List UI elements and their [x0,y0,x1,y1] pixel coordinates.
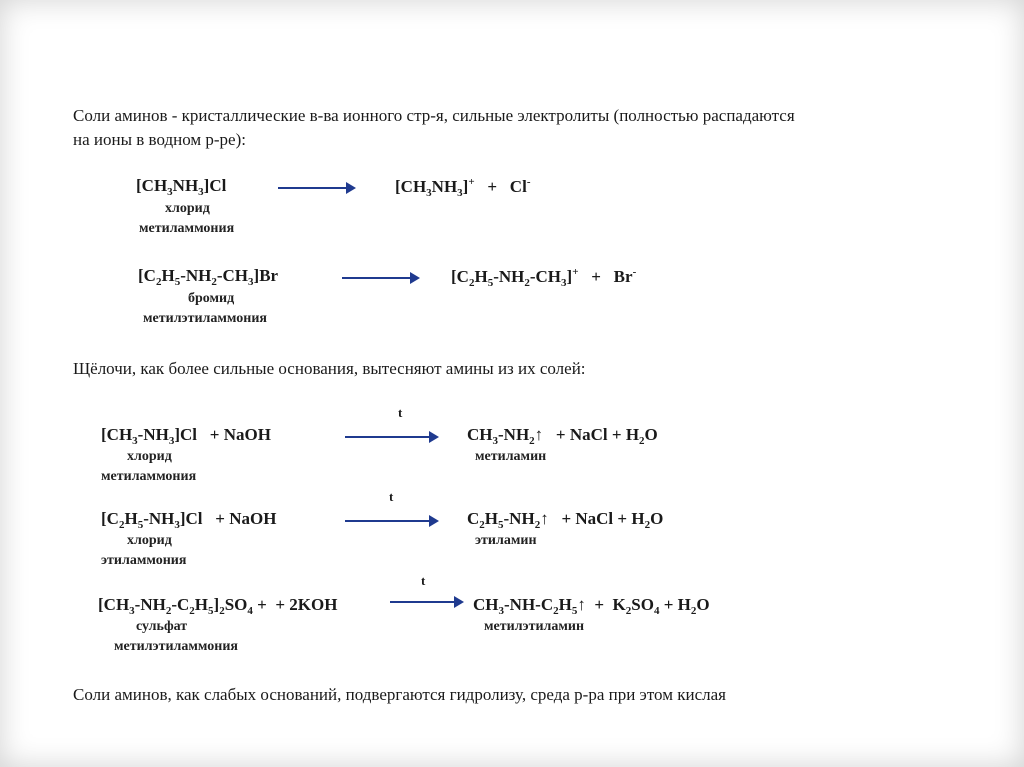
r4-product-name: этиламин [475,533,537,548]
r2-label-2: метилэтиламмония [143,311,267,326]
r5-arrow [390,596,464,608]
r4-reagent: + NaOH [215,509,277,528]
r2-reactant: $[C_2H_5-NH_2-CH_3]Br$ [138,266,279,288]
r4-heat: t [389,489,394,504]
r5-reactant: $[CH_3-NH_2-C_2H_5]_2SO_4$ + + 2KOH [98,595,338,617]
r4-byproducts: + NaCl + H [561,509,645,528]
r3-byproducts: + NaCl + H [555,425,640,444]
intro-line-1: Соли аминов - кристаллические в-ва ионного стр-я, сильные электролиты (полностью распадаются [73,106,795,125]
r4-label-1: хлорид [127,533,172,548]
r5-product-name: метилэтиламин [484,619,585,634]
r5-label-2: метилэтиламмония [114,639,238,654]
conclusion-text: Соли аминов, как слабых оснований, подвергаются гидролизу, среда р-ра при этом кислая [73,685,726,704]
r2-label-1: бромид [188,291,235,306]
r4-label-2: этиламмония [101,553,187,568]
intro-paragraph [73,104,795,152]
r5-label-1: сульфат [136,619,188,634]
r4-reactant: $[C_2H_5-NH_3]Cl$ + NaOH [101,509,277,531]
r3-reagent: + NaOH [209,425,271,444]
r3-label-2: метиламмония [101,469,197,484]
r1-products: $[CH_3NH_3]^+ + Cl^-$ [395,176,531,199]
r5-products: $CH_3-NH-C_2H_5↑ + K_2SO_4 + H_2O$ [473,595,710,617]
r4-products: $C_2H_5-NH_2↑$ + NaCl + $H_2O$ [467,509,664,531]
r1-arrow [278,182,356,194]
r3-heat: t [398,405,403,420]
r1-label-1: хлорид [165,201,210,216]
section2-text: Щёлочи, как более сильные основания, вытесняют амины из их солей: [73,359,586,378]
r3-products: $CH_3-NH_2↑$ + NaCl + $H_2O$ [467,425,658,447]
r2-arrow [342,272,420,284]
r3-arrow [345,431,439,443]
r5-heat: t [421,573,426,588]
r5-reagent: + 2KOH [275,595,338,614]
intro-line-2: на ионы в водном р-ре): [73,130,246,149]
r1-label-2: метиламмония [139,221,235,236]
r3-product-name: метиламин [475,449,547,464]
r1-reactant: $[CH_3NH_3]Cl$ [136,176,227,198]
r3-label-1: хлорид [127,449,172,464]
r2-products: $[C_2H_5-NH_2-CH_3]^+ + Br^-$ [451,266,637,289]
r4-arrow [345,515,439,527]
r3-reactant: $[CH_3-NH_3]Cl$ + NaOH [101,425,271,447]
